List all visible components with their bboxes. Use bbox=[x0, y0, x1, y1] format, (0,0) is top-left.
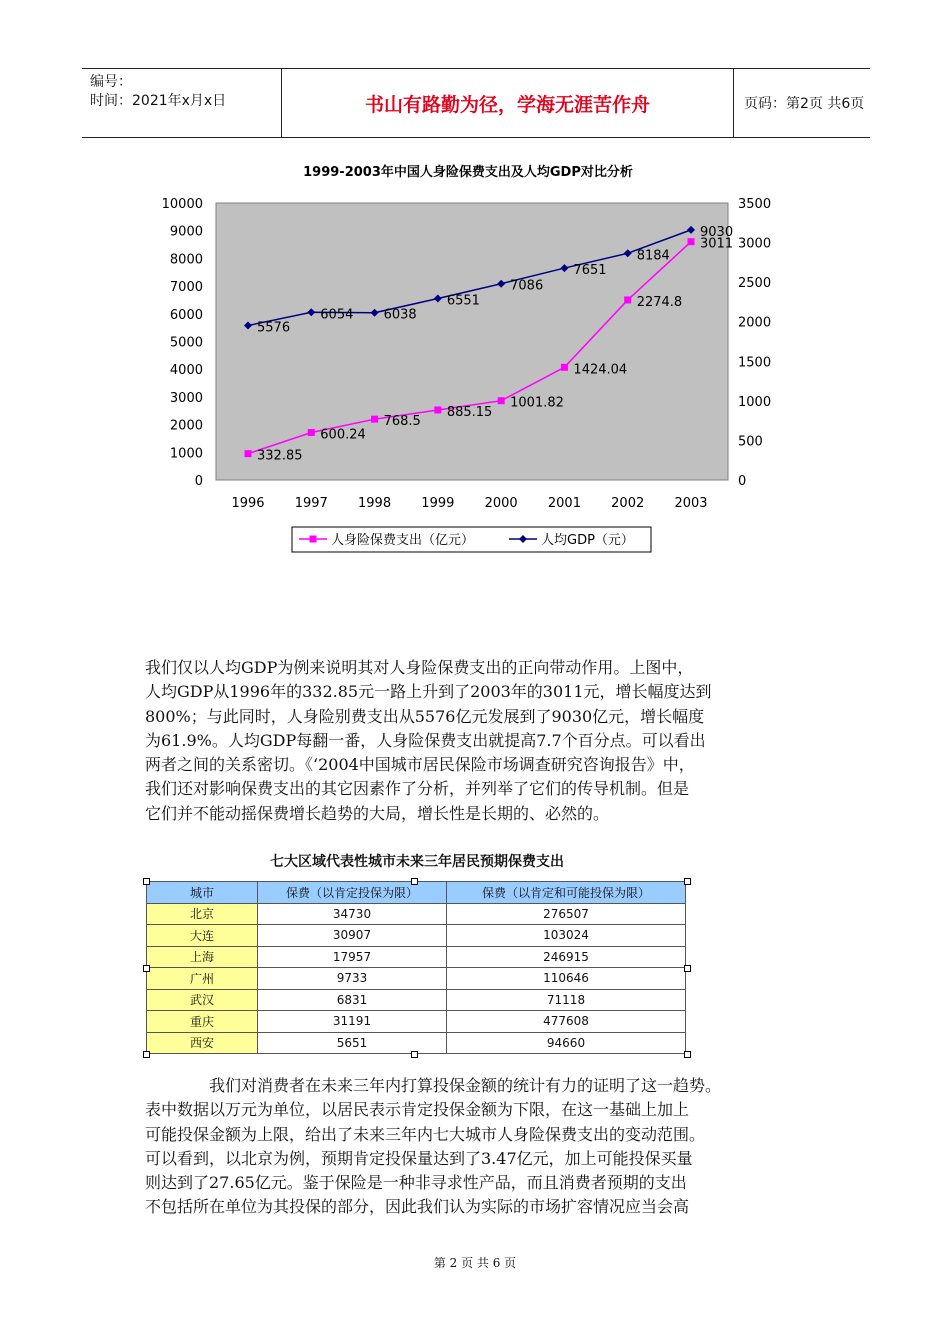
definite-cell: 34730 bbox=[258, 903, 447, 925]
left-axis-tick-label: 9000 bbox=[169, 224, 203, 240]
possible-cell: 110646 bbox=[447, 968, 686, 990]
premium-data-point bbox=[245, 450, 252, 457]
resize-handle[interactable] bbox=[684, 1051, 691, 1058]
page-footer: 第 2 页 共 6 页 bbox=[433, 1256, 517, 1270]
definite-cell: 9733 bbox=[258, 968, 447, 990]
page-number-label: 页码：第2页 共6页 bbox=[744, 96, 865, 112]
paragraph-line: 两者之间的关系密切。《‘2004中国城市居民保险市场调查研究咨询报告》中， bbox=[145, 755, 695, 775]
premium-data-label: 768.5 bbox=[383, 414, 421, 430]
city-cell: 大连 bbox=[147, 925, 258, 947]
right-axis-tick-label: 3000 bbox=[738, 236, 772, 252]
gdp-data-label: 5576 bbox=[257, 320, 291, 336]
chart-svg bbox=[143, 153, 793, 570]
left-axis-tick-label: 5000 bbox=[169, 335, 203, 351]
gdp-data-label: 9030 bbox=[700, 224, 734, 240]
x-axis-tick-label: 1997 bbox=[294, 496, 328, 511]
paragraph-line: 可以看到，以北京为例，预期肯定投保量达到了3.47亿元，加上可能投保买量 bbox=[145, 1148, 693, 1168]
premium-data-point bbox=[371, 416, 378, 423]
paragraph-line: 表中数据以万元为单位，以居民表示肯定投保金额为下限，在这一基础上加上 bbox=[145, 1100, 690, 1120]
right-axis-tick-label: 3500 bbox=[738, 197, 772, 212]
legend-label: 人均GDP（元） bbox=[541, 533, 634, 548]
premium-data-label: 1424.04 bbox=[573, 362, 628, 378]
premium-data-label: 885.15 bbox=[446, 404, 493, 420]
premium-data-point bbox=[624, 296, 631, 303]
table-row bbox=[147, 989, 686, 1011]
city-cell: 武汉 bbox=[147, 989, 258, 1011]
gdp-data-label: 6551 bbox=[446, 293, 480, 309]
resize-handle[interactable] bbox=[143, 965, 150, 972]
premium-data-label: 332.85 bbox=[257, 448, 303, 464]
x-axis-tick-label: 2002 bbox=[611, 496, 645, 511]
left-axis-tick-label: 3000 bbox=[169, 390, 203, 406]
possible-cell: 276507 bbox=[447, 903, 686, 925]
resize-handle[interactable] bbox=[143, 1051, 150, 1058]
premium-data-label: 600.24 bbox=[320, 427, 366, 443]
possible-cell: 246915 bbox=[447, 946, 686, 968]
paragraph-line: 可能投保金额为上限，给出了未来三年内七大城市人身险保费支出的变动范围。 bbox=[145, 1124, 706, 1144]
possible-cell: 103024 bbox=[447, 925, 686, 947]
right-axis-tick-label: 1000 bbox=[738, 394, 772, 410]
paragraph-line: 人均GDP从1996年的332.85元一路上升到了2003年的3011元，增长幅度达到 bbox=[145, 682, 712, 702]
x-axis-tick-label: 1998 bbox=[358, 496, 392, 511]
table-title: 七大区域代表性城市未来三年居民预期保费支出 bbox=[270, 854, 564, 870]
right-axis-tick-label: 2500 bbox=[738, 276, 772, 292]
gdp-data-label: 6038 bbox=[383, 307, 417, 323]
definite-cell: 6831 bbox=[258, 989, 447, 1011]
resize-handle[interactable] bbox=[684, 965, 691, 972]
resize-handle[interactable] bbox=[143, 878, 150, 885]
x-axis-tick-label: 1996 bbox=[231, 496, 265, 511]
city-cell: 上海 bbox=[147, 946, 258, 968]
right-axis-tick-label: 0 bbox=[738, 474, 747, 489]
left-axis-tick-label: 10000 bbox=[161, 197, 203, 212]
resize-handle[interactable] bbox=[684, 878, 691, 885]
table-row bbox=[147, 1011, 686, 1033]
gdp-data-label: 7086 bbox=[510, 278, 544, 294]
left-axis-tick-label: 2000 bbox=[169, 418, 203, 434]
table-row bbox=[147, 968, 686, 990]
right-axis-tick-label: 1500 bbox=[738, 355, 772, 371]
page-header bbox=[82, 68, 870, 138]
x-axis-tick-label: 2001 bbox=[547, 496, 581, 511]
table-row bbox=[147, 946, 686, 968]
x-axis-tick-label: 2003 bbox=[674, 496, 708, 511]
header-meta bbox=[82, 69, 282, 137]
possible-cell: 94660 bbox=[447, 1032, 686, 1054]
header-possible: 保费（以肯定和可能投保为限） bbox=[447, 882, 686, 904]
header-definite: 保费（以肯定投保为限） bbox=[258, 882, 447, 904]
paragraph-line: 我们对消费者在未来三年内打算投保金额的统计有力的证明了这一趋势。 bbox=[209, 1076, 722, 1095]
right-axis-tick-label: 500 bbox=[738, 434, 763, 450]
definite-cell: 30907 bbox=[258, 925, 447, 947]
possible-cell: 477608 bbox=[447, 1011, 686, 1033]
table-row bbox=[147, 903, 686, 925]
paragraph-line: 不包括所在单位为其投保的部分，因此我们认为实际的市场扩容情况应当会高 bbox=[145, 1197, 690, 1217]
chart-title: 1999-2003年中国人身险保费支出及人均GDP对比分析 bbox=[303, 165, 633, 180]
left-axis-tick-label: 0 bbox=[194, 474, 203, 489]
paragraph-line: 800%；与此同时，人身险别费支出从5576亿元发展到了9030亿元，增长幅度 bbox=[145, 706, 705, 726]
paragraph-2 bbox=[145, 1074, 815, 1220]
city-cell: 广州 bbox=[147, 968, 258, 990]
x-axis-tick-label: 2000 bbox=[484, 496, 518, 511]
city-cell: 重庆 bbox=[147, 1011, 258, 1033]
premium-data-point bbox=[434, 406, 441, 413]
left-axis-tick-label: 1000 bbox=[169, 446, 203, 462]
date-label: 时间：2021年x月x日 bbox=[90, 93, 227, 109]
premium-data-point bbox=[308, 429, 315, 436]
paragraph-1 bbox=[145, 656, 815, 826]
gdp-data-label: 8184 bbox=[636, 248, 670, 264]
premium-data-label: 2274.8 bbox=[636, 294, 683, 310]
paragraph-line: 它们并不能动摇保费增长趋势的大局，增长性是长期的、必然的。 bbox=[145, 803, 610, 823]
resize-handle[interactable] bbox=[411, 1051, 418, 1058]
premium-data-point bbox=[561, 364, 568, 371]
premium-data-label: 3011 bbox=[700, 236, 734, 252]
gdp-data-label: 6054 bbox=[320, 307, 354, 323]
paragraph-line: 我们还对影响保费支出的其它因素作了分析，并列举了它们的传导机制。但是 bbox=[145, 779, 690, 799]
definite-cell: 5651 bbox=[258, 1032, 447, 1054]
header-city: 城市 bbox=[147, 882, 258, 904]
left-axis-tick-label: 7000 bbox=[169, 280, 203, 296]
motto: 书山有路勤为径，学海无涯苦作舟 bbox=[282, 69, 734, 137]
city-cell: 西安 bbox=[147, 1032, 258, 1054]
x-axis-tick-label: 1999 bbox=[421, 496, 455, 511]
definite-cell: 31191 bbox=[258, 1011, 447, 1033]
gdp-data-label: 7651 bbox=[573, 263, 607, 279]
city-cell: 北京 bbox=[147, 903, 258, 925]
table-row bbox=[147, 925, 686, 947]
possible-cell: 71118 bbox=[447, 989, 686, 1011]
legend-marker bbox=[310, 536, 317, 543]
premium-table bbox=[146, 881, 686, 1054]
line-chart bbox=[143, 153, 793, 570]
premium-data-point bbox=[688, 238, 695, 245]
left-axis-tick-label: 8000 bbox=[169, 252, 203, 268]
paragraph-line: 则达到了27.65亿元。鉴于保险是一种非寻求性产品，而且消费者预期的支出 bbox=[145, 1173, 687, 1193]
left-axis-tick-label: 6000 bbox=[169, 307, 203, 323]
premium-data-label: 1001.82 bbox=[510, 395, 564, 411]
paragraph-line: 为61.9%。人均GDP每翻一番，人身险保费支出就提高7.7个百分点。可以看出 bbox=[145, 730, 706, 750]
right-axis-tick-label: 2000 bbox=[738, 315, 772, 331]
premium-data-point bbox=[498, 397, 505, 404]
definite-cell: 17957 bbox=[258, 946, 447, 968]
legend-label: 人身险保费支出（亿元） bbox=[331, 533, 475, 548]
left-axis-tick-label: 4000 bbox=[169, 363, 203, 379]
resize-handle[interactable] bbox=[411, 878, 418, 885]
premium-table-block bbox=[143, 848, 691, 1060]
code-label: 编号： bbox=[90, 74, 132, 90]
paragraph-line: 我们仅以人均GDP为例来说明其对人身险保费支出的正向带动作用。上图中， bbox=[145, 658, 694, 677]
